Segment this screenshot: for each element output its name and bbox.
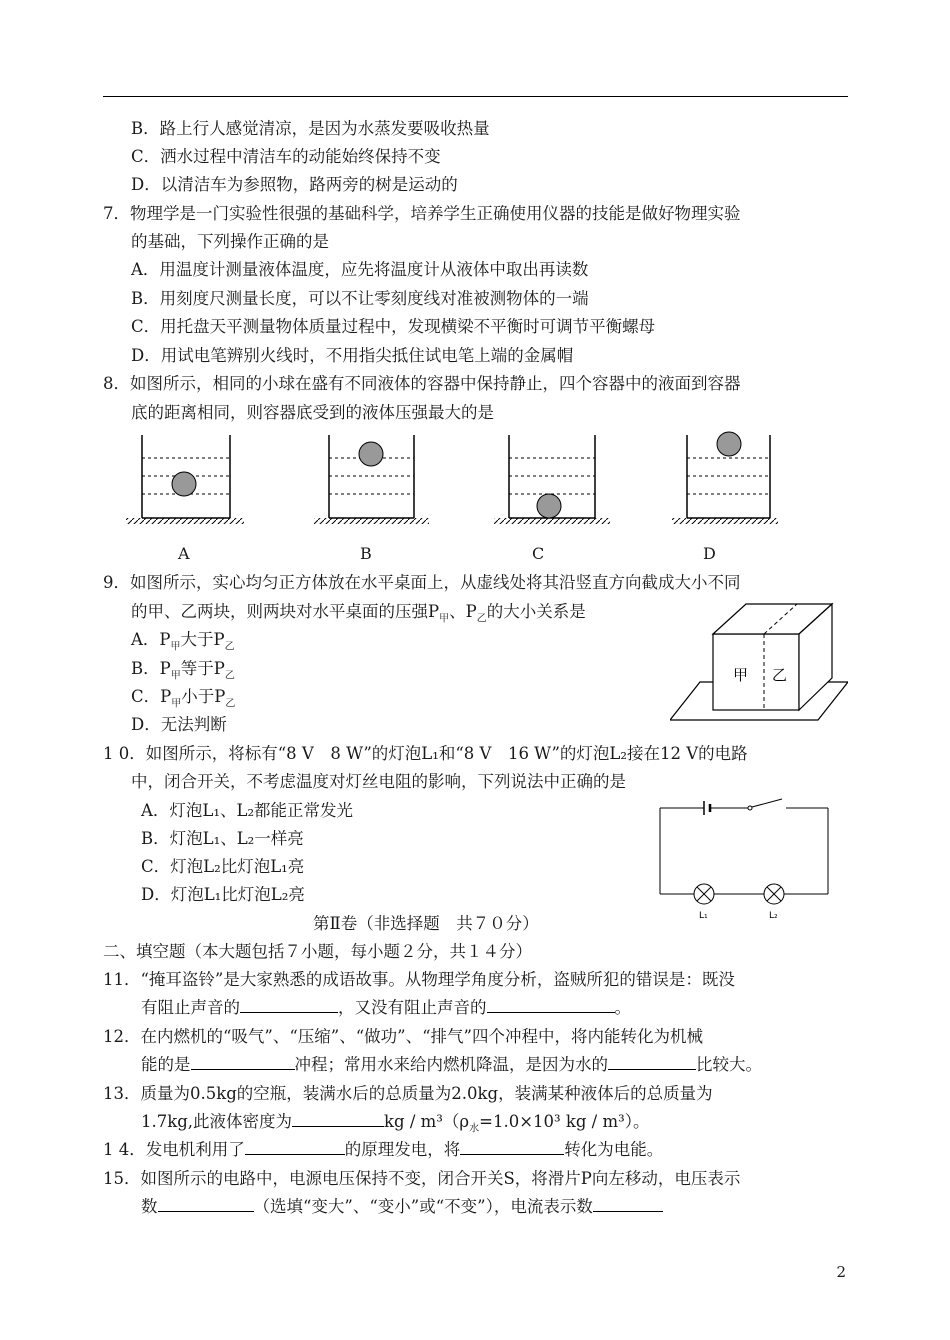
q8-stem-cont: 底的距离相同，则容器底受到的液体压强最大的是	[131, 403, 494, 422]
q14-blank-2[interactable]	[460, 1140, 564, 1155]
q11-blank-1[interactable]	[240, 998, 338, 1013]
q12-line1: 12．在内燃机的“吸气”、“压缩”、“做功”、“排气”四个冲程中，将内能转化为机械	[103, 1027, 703, 1046]
container-b	[314, 435, 429, 524]
q10-option-b: B．灯泡L₁、L₂一样亮	[141, 829, 304, 848]
q7-option-b: B．用刻度尺测量长度，可以不让零刻度线对准被测物体的一端	[131, 289, 589, 308]
q11-line1: 11．“掩耳盗铃”是大家熟悉的成语故事。从物理学角度分析，盗贼所犯的错误是：既没	[103, 970, 735, 989]
q14-blank-1[interactable]	[245, 1140, 345, 1155]
q7-stem: 7．物理学是一门实验性很强的基础科学，培养学生正确使用仪器的技能是做好物理实验	[103, 204, 741, 223]
q9-option-b: B．$P_甲$等于$P_乙$	[131, 659, 235, 682]
q13-blank[interactable]	[292, 1112, 384, 1127]
q6-option-c: C．洒水过程中清洁车的动能始终保持不变	[131, 147, 441, 166]
q6-option-b: B．路上行人感觉清凉，是因为水蒸发要吸收热量	[131, 119, 490, 138]
q9-label-jia: 甲	[733, 666, 749, 684]
q7-option-d: D．用试电笔辨别火线时，不用指尖抵住试电笔上端的金属帽	[131, 346, 574, 365]
q11-line2: 有阻止声音的 ，又没有阻止声音的 。	[141, 998, 631, 1017]
q8-label-b: B	[360, 544, 372, 563]
q9-option-d: D．无法判断	[131, 715, 227, 734]
q12-blank-2[interactable]	[608, 1055, 696, 1070]
q15-line1: 15．如图所示的电路中，电源电压保持不变，闭合开关S，将滑片P向左移动，电压表示	[103, 1169, 741, 1188]
q10-stem-cont: 中，闭合开关，不考虑温度对灯丝电阻的影响，下列说法中正确的是	[131, 772, 626, 791]
q8-label-c: C	[532, 544, 545, 563]
q10-circuit-figure	[652, 796, 837, 922]
q9-stem: 9．如图所示，实心均匀正方体放在水平桌面上，从虚线处将其沿竖直方向截成大小不同	[103, 573, 741, 592]
q12-line2: 能的是 冲程；常用水来给内燃机降温，是因为水的 比较大。	[141, 1055, 762, 1074]
q10-option-c: C．灯泡L₂比灯泡L₁亮	[141, 857, 305, 876]
header-rule	[103, 96, 848, 97]
q6-option-d: D．以清洁车为参照物，路两旁的树是运动的	[131, 175, 458, 194]
q8-containers-figure	[120, 430, 780, 535]
q9-cube-figure	[670, 602, 848, 724]
q9-stem-cont: 的甲、乙两块，则两块对水平桌面的压强$P_甲$、$P_乙$的大小关系是	[131, 602, 586, 625]
q10-option-a: A．灯泡L₁、L₂都能正常发光	[141, 801, 354, 820]
q9-label-yi: 乙	[772, 666, 788, 684]
q12-blank-1[interactable]	[191, 1055, 295, 1070]
q15-blank-2[interactable]	[593, 1197, 663, 1212]
q8-stem: 8．如图所示，相同的小球在盛有不同液体的容器中保持静止，四个容器中的液面到容器	[103, 374, 741, 393]
q7-stem-cont: 的基础，下列操作正确的是	[131, 232, 329, 251]
page-number: 2	[836, 1263, 846, 1281]
section2-title: 第Ⅱ卷（非选择题 共７０分）	[313, 914, 539, 933]
container-d	[672, 432, 778, 524]
q10-stem: 1 0．如图所示，将标有“8 V 8 W”的灯泡L₁和“8 V 16 W”的灯泡L₂接在12 V的电路	[103, 744, 748, 763]
container-c	[494, 435, 610, 524]
lamp-l1-label: L₁	[699, 911, 708, 921]
q8-label-a: A	[178, 544, 190, 563]
q7-option-c: C．用托盘天平测量物体质量过程中，发现横梁不平衡时可调节平衡螺母	[131, 317, 656, 336]
q9-option-c: C．$P_甲$小于$P_乙$	[131, 687, 236, 710]
q7-option-a: A．用温度计测量液体温度，应先将温度计从液体中取出再读数	[131, 260, 589, 279]
q8-label-d: D	[703, 544, 716, 563]
q15-line2: 数 （选填“变大”、“变小”或“不变”），电流表示数	[141, 1197, 663, 1217]
q14-line: 1 4．发电机利用了 的原理发电，将 转化为电能。	[103, 1140, 664, 1159]
container-a	[126, 435, 244, 524]
q9-option-a: A．$P_甲$大于$P_乙$	[131, 630, 235, 653]
q13-line2: 1.7kg,此液体密度为 kg / $m^3(\rho_水=1.0\times 10^3$ kg / m³）。	[141, 1112, 650, 1135]
q11-blank-2[interactable]	[487, 998, 615, 1013]
q10-option-d: D．灯泡L₁比灯泡L₂亮	[141, 885, 305, 904]
lamp-l2-label: L₂	[769, 911, 778, 921]
fill-blank-header: 二、填空题（本大题包括７小题，每小题２分，共１４分）	[103, 942, 532, 961]
q15-blank-1[interactable]	[158, 1197, 254, 1212]
q13-line1: 13．质量为0.5kg的空瓶，装满水后的总质量为2.0kg，装满某种液体后的总质量为	[103, 1084, 713, 1103]
